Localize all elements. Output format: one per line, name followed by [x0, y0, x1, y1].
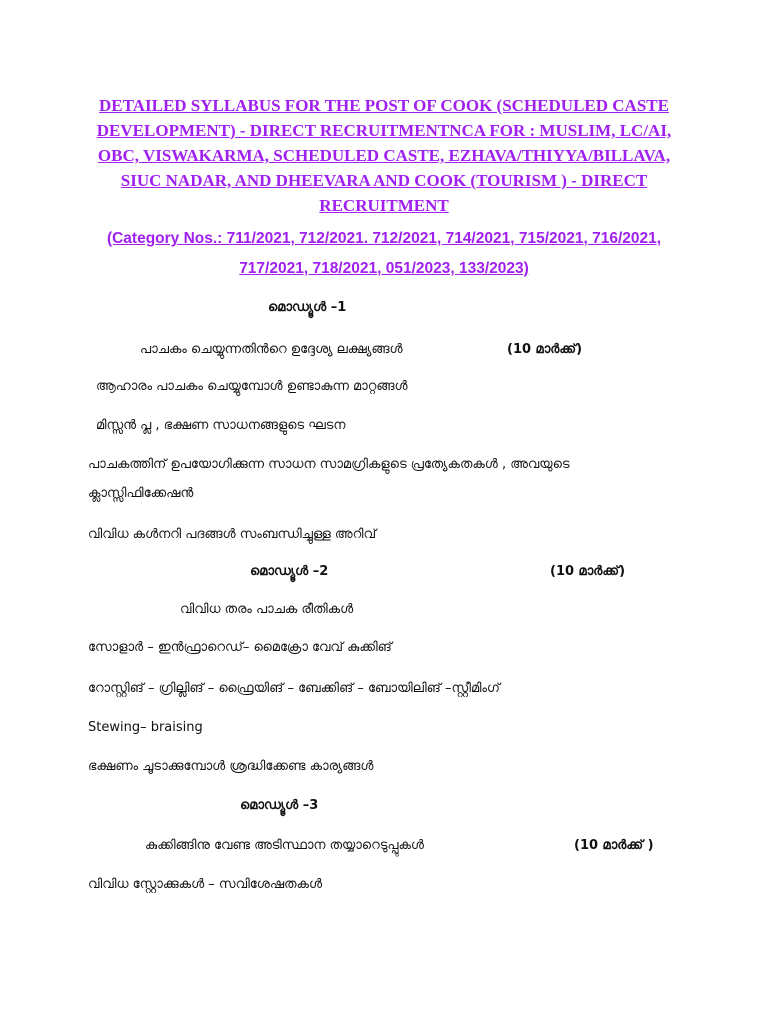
module-1-item: ക്ലാസ്സിഫിക്കേഷൻ: [88, 486, 194, 501]
module-2-item: റോസ്റ്റിങ് – ഗ്രില്ലിങ് – ഫ്രൈയിങ് – ബേക്കിങ് – ബോയിലിങ് –സ്റ്റീമിംഗ്: [88, 681, 500, 696]
module-1-marks: (10 മാർക്ക്): [507, 342, 583, 357]
module-3-topic: കുക്കിങ്ങിനു വേണ്ട അടിസ്ഥാന തയ്യാറെടുപ്പുകൾ: [145, 838, 424, 853]
module-2-item: ഭക്ഷണം ചൂടാക്കുമ്പോൾ ശ്രദ്ധിക്കേണ്ട കാര്യങ്ങൾ: [88, 759, 374, 774]
module-3-marks: (10 മാർക്ക് ): [574, 838, 654, 853]
module-2-marks: (10 മാർക്ക്): [550, 564, 626, 579]
module-2-item: Stewing– braising: [88, 720, 203, 735]
module-1-item: വിവിധ കൾനറി പദങ്ങൾ സംബന്ധിച്ചുള്ള അറിവ്: [88, 527, 377, 542]
module-2-item: സോളാർ – ഇൻഫ്രാറെഡ്– മൈക്രോ വേവ് കുക്കിങ്: [88, 640, 392, 655]
category-numbers: (Category Nos.: 711/2021, 712/2021. 712/2021, 714/2021, 715/2021, 716/2021, 717/2021, 718/2021, 051/2023, 133/2023): [106, 230, 662, 277]
module-2-title: മൊഡ്യൂൾ –2: [250, 564, 329, 579]
module-3-item: വിവിധ സ്റ്റോക്കുകൾ – സവിശേഷതകൾ: [88, 877, 323, 892]
module-1-item: മിസ്സൻ പ്ല , ഭക്ഷണ സാധനങ്ങളുടെ ഘടന: [96, 418, 346, 433]
module-1-item: പാചകത്തിന് ഉപയോഗിക്കുന്ന സാധന സാമഗ്രികളുടെ പ്രത്യേകതകൾ , അവയുടെ: [88, 457, 570, 472]
module-2-topic: വിവിധ തരം പാചക രീതികൾ: [180, 602, 354, 617]
module-3-title: മൊഡ്യൂൾ –3: [240, 798, 319, 813]
module-1-item: ആഹാരം പാചകം ചെയ്യുമ്പോൾ ഉണ്ടാകുന്ന മാറ്റങ്ങൾ: [96, 379, 408, 394]
module-1-topic: പാചകം ചെയ്യുന്നതിൻറെ ഉദ്ദേശ്യ ലക്ഷ്യങ്ങൾ: [140, 342, 403, 357]
syllabus-heading: DETAILED SYLLABUS FOR THE POST OF COOK (SCHEDULED CASTE DEVELOPMENT) - DIRECT RECRUITMENTNCA FOR : MUSLIM, LC/AI, OBC, VISWAKARMA, SCHEDULED CASTE, EZHAVA/THIYYA/BILLAVA, SIUC NADAR, AND DHEEVARA AND COOK (TOURISM ) - DIRECT RECRUITMENT: [96, 96, 672, 215]
module-1-title: മൊഡ്യൂൾ –1: [268, 300, 347, 315]
